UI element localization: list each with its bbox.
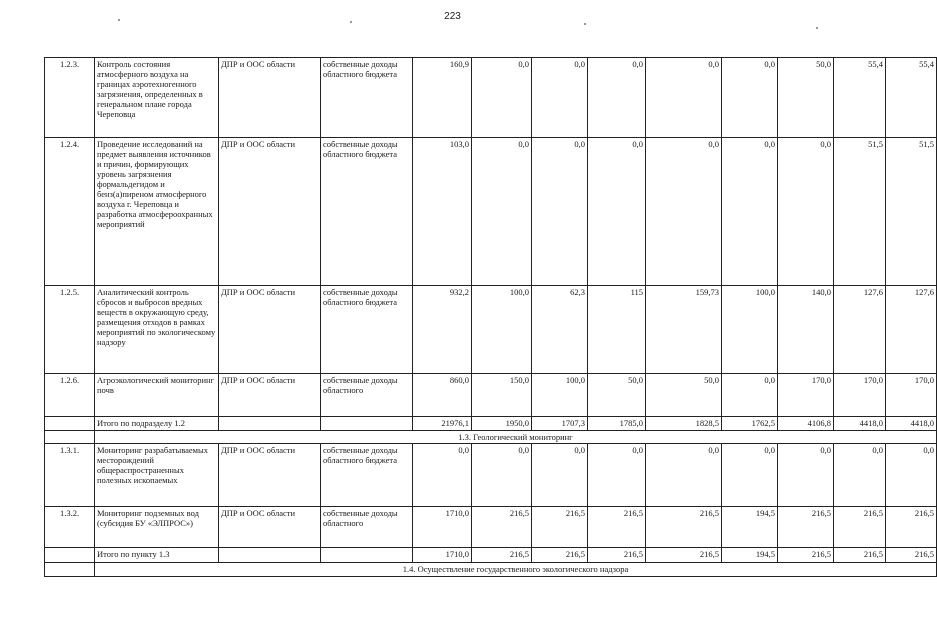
item-executor: ДПР и ООС области (219, 58, 321, 138)
item-code: 1.3.1. (45, 444, 95, 507)
amount-cell: 0,0 (646, 138, 722, 286)
amount-cell: 62,3 (532, 286, 588, 374)
amount-cell: 4418,0 (886, 417, 937, 431)
item-executor: ДПР и ООС области (219, 507, 321, 548)
amount-cell: 216,5 (588, 548, 646, 563)
amount-cell: 216,5 (834, 507, 886, 548)
amount-cell: 4418,0 (834, 417, 886, 431)
amount-cell: 100,0 (532, 374, 588, 417)
amount-cell: 51,5 (834, 138, 886, 286)
item-name: Агроэкологический мониторинг почв (95, 374, 219, 417)
amount-cell: 0,0 (472, 444, 532, 507)
amount-cell: 160,9 (413, 58, 472, 138)
empty-cell (219, 417, 321, 431)
empty-cell (45, 431, 95, 444)
item-executor: ДПР и ООС области (219, 138, 321, 286)
item-name: Контроль состояния атмосферного воздуха на границах аэротехногенного загрязнения, определенных в генеральном плане города Череповца (95, 58, 219, 138)
scan-speck (350, 21, 352, 23)
amount-cell: 1710,0 (413, 548, 472, 563)
amount-cell: 55,4 (886, 58, 937, 138)
table-row (45, 138, 937, 286)
amount-cell: 100,0 (722, 286, 778, 374)
amount-cell: 170,0 (886, 374, 937, 417)
amount-cell: 1710,0 (413, 507, 472, 548)
amount-cell: 0,0 (588, 138, 646, 286)
amount-cell: 0,0 (722, 58, 778, 138)
total-label: Итого по подразделу 1.2 (95, 417, 219, 431)
item-executor: ДПР и ООС области (219, 374, 321, 417)
amount-cell: 0,0 (886, 444, 937, 507)
amount-cell: 51,5 (886, 138, 937, 286)
table-row (45, 58, 937, 138)
item-code: 1.2.3. (45, 58, 95, 138)
table-row (45, 444, 937, 507)
amount-cell: 0,0 (722, 374, 778, 417)
amount-cell: 127,6 (834, 286, 886, 374)
funding-source: собственные доходы областного бюджета (321, 138, 413, 286)
amount-cell: 50,0 (778, 58, 834, 138)
item-code: 1.2.4. (45, 138, 95, 286)
amount-cell: 0,0 (722, 138, 778, 286)
amount-cell: 0,0 (778, 444, 834, 507)
amount-cell: 0,0 (532, 444, 588, 507)
amount-cell: 0,0 (646, 444, 722, 507)
funding-source: собственные доходы областного бюджета (321, 444, 413, 507)
item-code: 1.2.5. (45, 286, 95, 374)
amount-cell: 127,6 (886, 286, 937, 374)
amount-cell: 216,5 (778, 507, 834, 548)
scan-speck (118, 19, 120, 21)
empty-cell (45, 548, 95, 563)
empty-cell (45, 417, 95, 431)
section-title: 1.4. Осуществление государственного экологического надзора (95, 563, 937, 577)
item-name: Мониторинг подземных вод (субсидия БУ «ЭЛПРОС») (95, 507, 219, 548)
amount-cell: 216,5 (588, 507, 646, 548)
amount-cell: 4106,8 (778, 417, 834, 431)
table-row (45, 374, 937, 417)
page-number: 223 (444, 11, 461, 22)
table-row (45, 507, 937, 548)
section-header-row (45, 563, 937, 577)
funding-source: собственные доходы областного бюджета (321, 58, 413, 138)
funding-source: собственные доходы областного (321, 374, 413, 417)
amount-cell: 216,5 (778, 548, 834, 563)
amount-cell: 0,0 (646, 58, 722, 138)
amount-cell: 194,5 (722, 548, 778, 563)
amount-cell: 140,0 (778, 286, 834, 374)
scan-speck (584, 23, 586, 25)
empty-cell (321, 548, 413, 563)
amount-cell: 0,0 (722, 444, 778, 507)
amount-cell: 100,0 (472, 286, 532, 374)
amount-cell: 0,0 (778, 138, 834, 286)
amount-cell: 0,0 (472, 138, 532, 286)
amount-cell: 216,5 (646, 548, 722, 563)
amount-cell: 1828,5 (646, 417, 722, 431)
amount-cell: 216,5 (646, 507, 722, 548)
empty-cell (321, 417, 413, 431)
amount-cell: 0,0 (588, 444, 646, 507)
amount-cell: 55,4 (834, 58, 886, 138)
amount-cell: 170,0 (778, 374, 834, 417)
amount-cell: 0,0 (588, 58, 646, 138)
section-header-row (45, 431, 937, 444)
amount-cell: 932,2 (413, 286, 472, 374)
amount-cell: 103,0 (413, 138, 472, 286)
amount-cell: 1785,0 (588, 417, 646, 431)
amount-cell: 159,73 (646, 286, 722, 374)
funding-source: собственные доходы областного (321, 507, 413, 548)
item-executor: ДПР и ООС области (219, 444, 321, 507)
scan-speck (816, 27, 818, 29)
amount-cell: 50,0 (646, 374, 722, 417)
total-label: Итого по пункту 1.3 (95, 548, 219, 563)
empty-cell (45, 563, 95, 577)
item-name: Мониторинг разрабатываемых месторождений общераспространенных полезных ископаемых (95, 444, 219, 507)
amount-cell: 0,0 (532, 58, 588, 138)
total-row (45, 417, 937, 431)
amount-cell: 1707,3 (532, 417, 588, 431)
amount-cell: 1950,0 (472, 417, 532, 431)
amount-cell: 216,5 (532, 548, 588, 563)
amount-cell: 0,0 (472, 58, 532, 138)
amount-cell: 216,5 (886, 548, 937, 563)
amount-cell: 216,5 (834, 548, 886, 563)
item-executor: ДПР и ООС области (219, 286, 321, 374)
amount-cell: 194,5 (722, 507, 778, 548)
amount-cell: 150,0 (472, 374, 532, 417)
amount-cell: 115 (588, 286, 646, 374)
amount-cell: 216,5 (472, 507, 532, 548)
item-name: Проведение исследований на предмет выявления источников и причин, формирующих уровень загрязнения формальдегидом и бенз(а)пиреном атмосферного воздуха г. Череповца и разработка атмосфероохранных мероприятий (95, 138, 219, 286)
total-row (45, 548, 937, 563)
amount-cell: 216,5 (472, 548, 532, 563)
amount-cell: 0,0 (834, 444, 886, 507)
item-code: 1.3.2. (45, 507, 95, 548)
item-code: 1.2.6. (45, 374, 95, 417)
item-name: Аналитический контроль сбросов и выбросов вредных веществ в окружающую среду, размещения отходов в рамках мероприятий по экологическому надзору (95, 286, 219, 374)
amount-cell: 1762,5 (722, 417, 778, 431)
amount-cell: 216,5 (532, 507, 588, 548)
amount-cell: 50,0 (588, 374, 646, 417)
amount-cell: 216,5 (886, 507, 937, 548)
funding-source: собственные доходы областного бюджета (321, 286, 413, 374)
section-title: 1.3. Геологический мониторинг (95, 431, 937, 444)
empty-cell (219, 548, 321, 563)
budget-table (44, 57, 937, 577)
amount-cell: 21976,1 (413, 417, 472, 431)
table-row (45, 286, 937, 374)
amount-cell: 0,0 (413, 444, 472, 507)
amount-cell: 0,0 (532, 138, 588, 286)
amount-cell: 170,0 (834, 374, 886, 417)
amount-cell: 860,0 (413, 374, 472, 417)
